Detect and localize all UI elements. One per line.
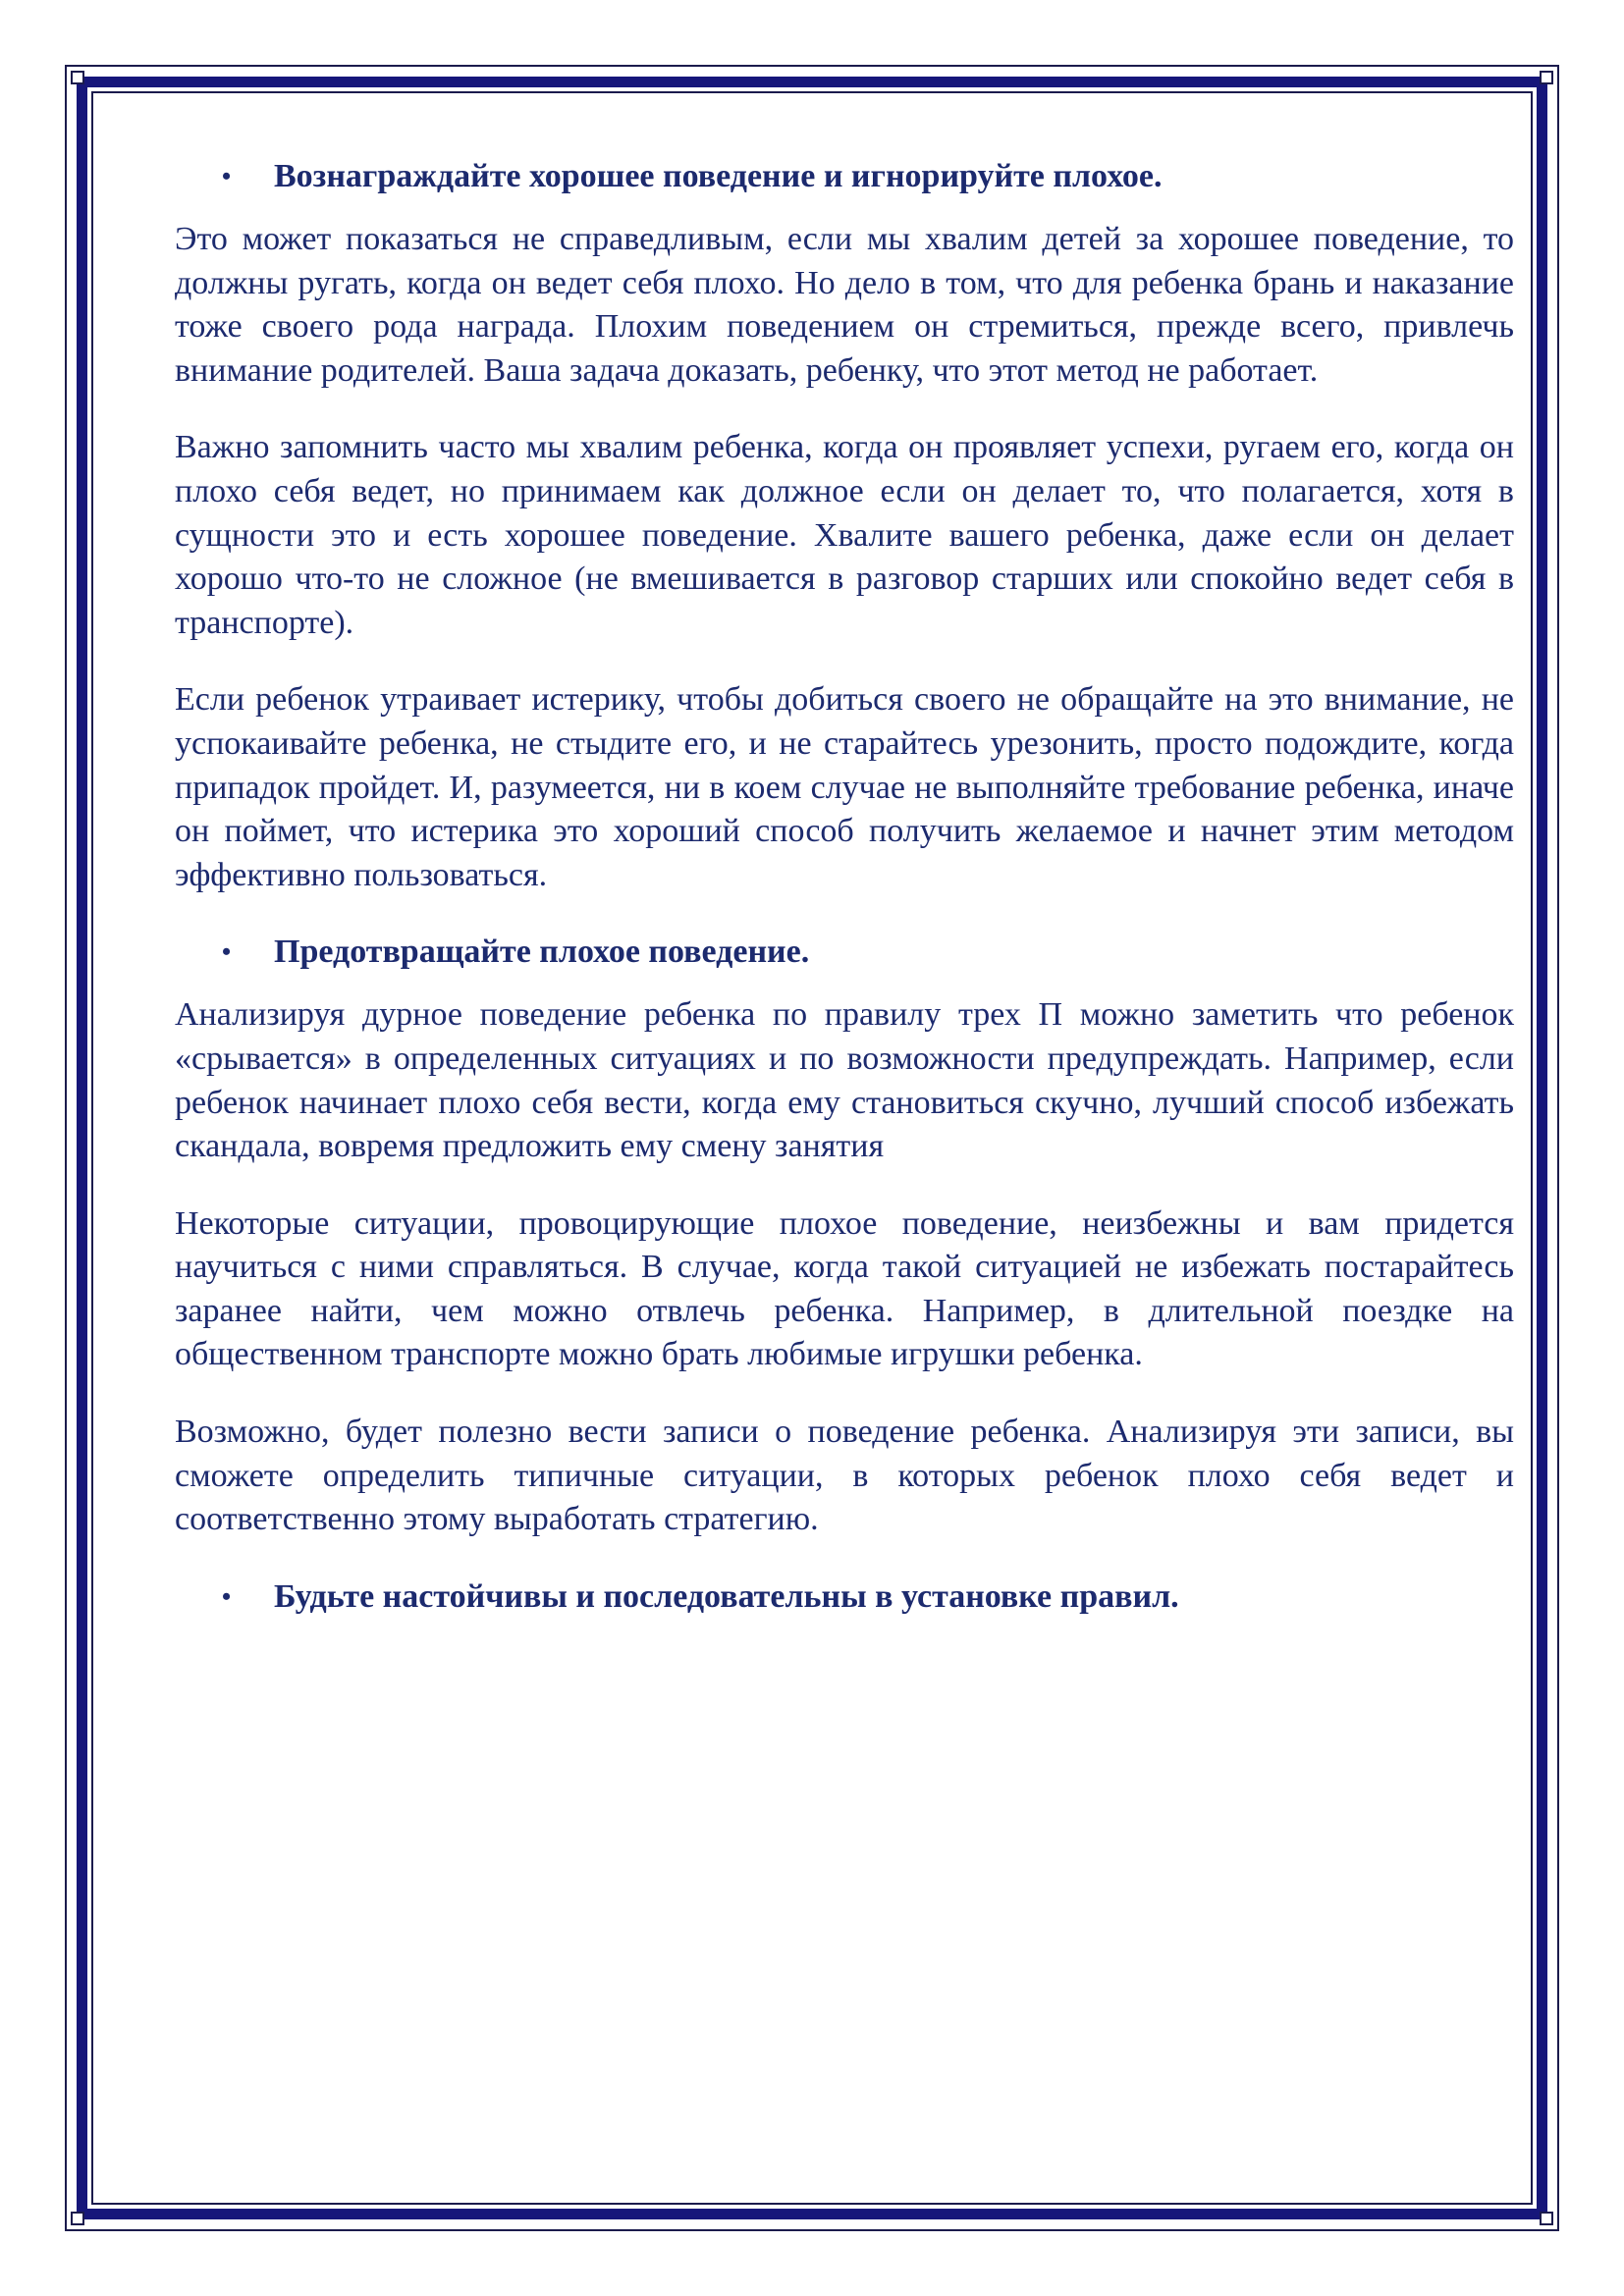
- section-heading-text: Предотвращайте плохое поведение.: [274, 934, 810, 971]
- border-corner-ornament: [1534, 2206, 1559, 2231]
- border-corner-ornament: [1534, 65, 1559, 90]
- paragraph: Анализируя дурное поведение ребенка по правилу трех П можно заметить что ребенок «срывается» в определенных ситуациях и по возможности предупреждать. Например, если ребенок начинает плохо себя вести, когда ему становиться скучно, лучший способ избежать скандала, вовремя предложить ему смену занятия: [175, 996, 1514, 1165]
- paragraph: Если ребенок утраивает истерику, чтобы добиться своего не обращайте на это внимание, не успокаивайте ребенка, не стыдите его, и не старайтесь урезонить, просто подождите, когда припадок пройдет. И, разумеется, ни в коем случае не выполняйте требование ребенка, иначе он поймет, что истерика это хороший способ получить желаемое и начнет этим методом эффективно пользоваться.: [175, 681, 1514, 893]
- bullet-icon: •: [222, 162, 232, 190]
- border-corner-ornament: [65, 2206, 90, 2231]
- paragraph: Это может показаться не справедливым, если мы хвалим детей за хорошее поведение, то должны ругать, когда он ведет себя плохо. Но дело в том, что для ребенка брань и наказание тоже своего рода награда. Плохим поведением он стремиться, прежде всего, привлечь внимание родителей. Ваша задача доказать, ребенку, что этот метод не работает.: [175, 221, 1514, 389]
- section-heading: [175, 1575, 1514, 1619]
- border-corner-ornament: [65, 65, 90, 90]
- paragraph: Важно запомнить часто мы хвалим ребенка, когда он проявляет успехи, ругаем его, когда он плохо себя ведет, но принимаем как должное если он делает то, что полагается, хотя в сущности это и есть хорошее поведение. Хвалите вашего ребенка, даже если он делает хорошо что-то не сложное (не вмешивается в разговор старших или спокойно ведет себя в транспорте).: [175, 429, 1514, 641]
- bullet-icon: •: [222, 937, 232, 967]
- section-heading: [175, 931, 1514, 974]
- document-body: [175, 155, 1514, 1638]
- section-heading: [175, 155, 1514, 198]
- paragraph: Некоторые ситуации, провоцирующие плохое поведение, неизбежны и вам придется научиться с ними справляться. В случае, когда такой ситуацией не избежать постарайтесь заранее найти, чем можно отвлечь ребенка. Например, в длительной поездке на общественном транспорте можно брать любимые игрушки ребенка.: [175, 1204, 1514, 1373]
- paragraph: Возможно, будет полезно вести записи о поведение ребенка. Анализируя эти записи, вы сможете определить типичные ситуации, в которых ребенок плохо себя ведет и соответственно этому выработать стратегию.: [175, 1414, 1514, 1538]
- section-heading-text: Будьте настойчивы и последовательны в установке правил.: [274, 1577, 1179, 1615]
- section-heading-text: Вознаграждайте хорошее поведение и игнорируйте плохое.: [274, 158, 1163, 194]
- bullet-icon: •: [222, 1581, 232, 1611]
